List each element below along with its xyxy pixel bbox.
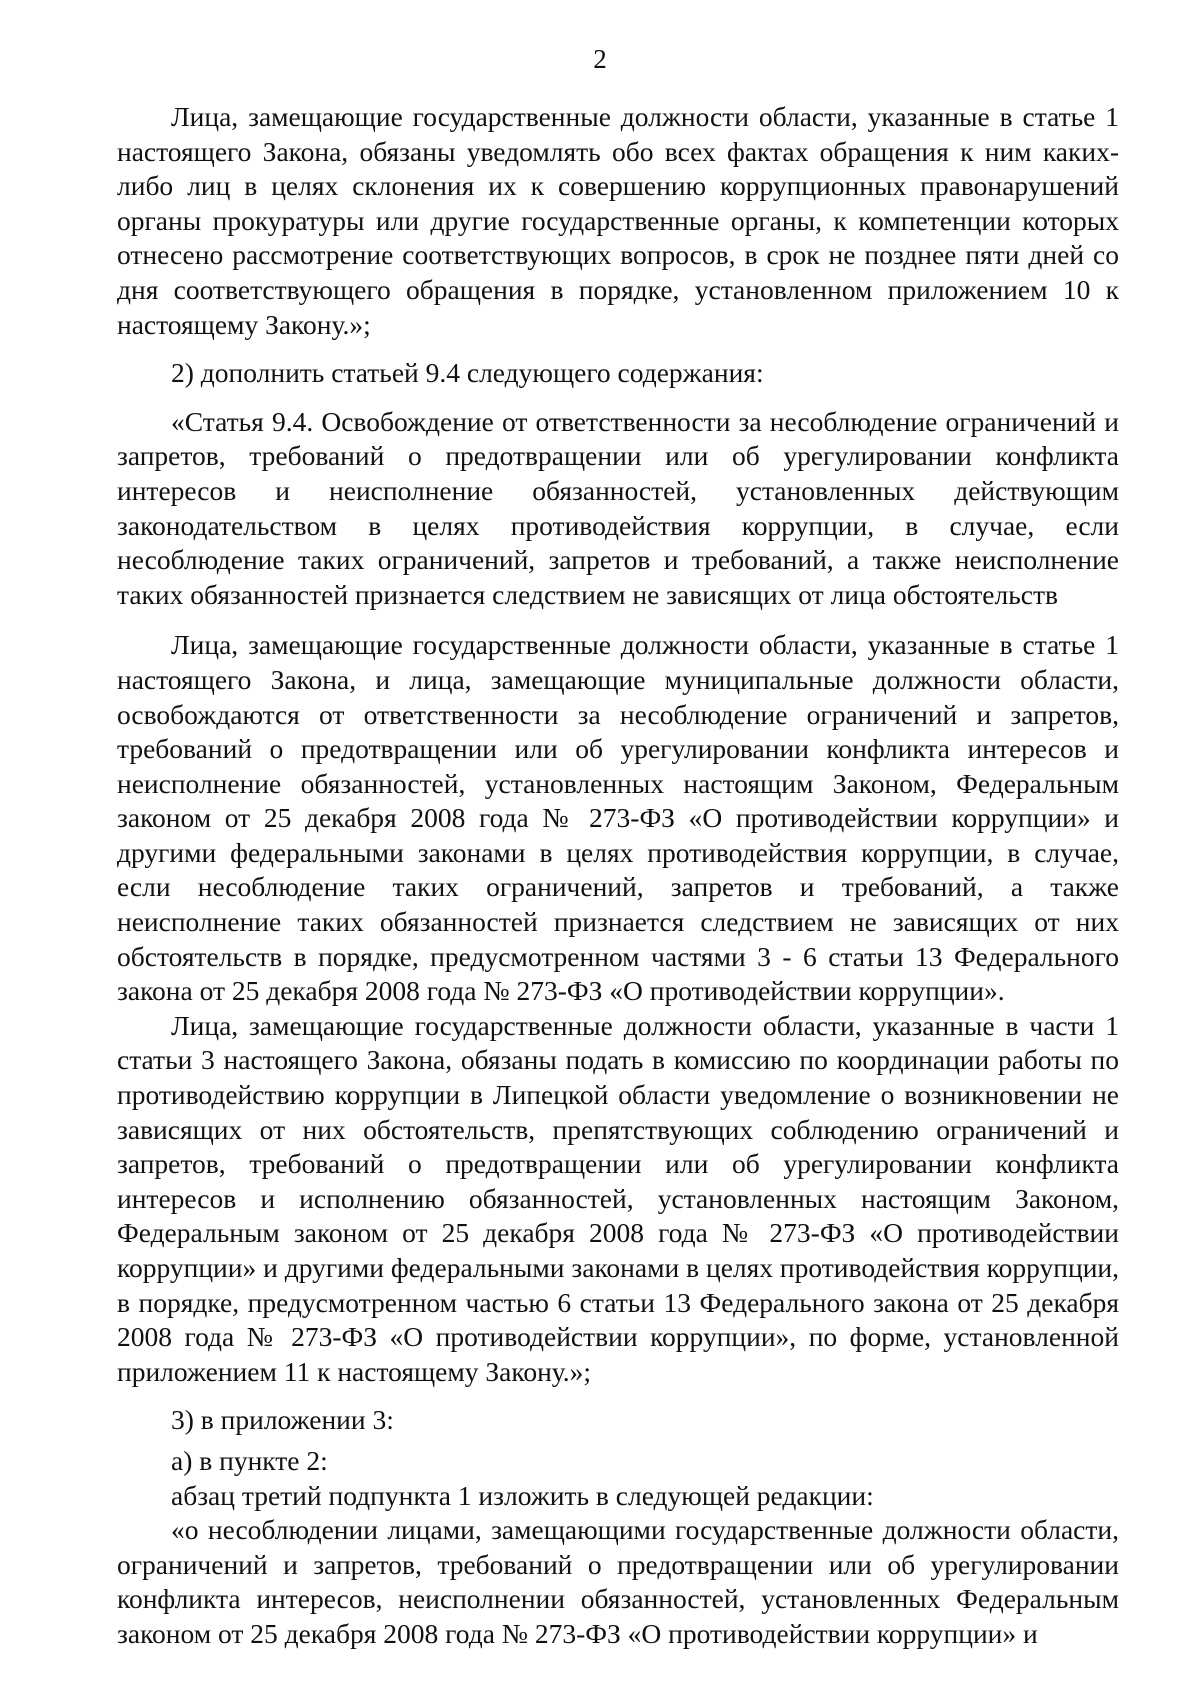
document-body [117, 100, 1119, 1652]
paragraph-notification-commission: Лица, замещающие государственные должности области, указанные в части 1 статьи 3 настоящего Закона, обязаны подать в комиссию по координации работы по противодействию коррупции в Липецкой области уведомление о возникновении не зависящих от них обстоятельств, препятствующих соблюдению ограничений и запретов, требований о предотвращении или об урегулировании конфликта интересов и исполнению обязанностей, установленных настоящим Законом, Федеральным законом от 25 декабря 2008 года № 273-ФЗ «О противодействии коррупции» и другими федеральными законами в целях противодействия коррупции, в порядке, предусмотренном частью 6 статьи 13 Федерального закона от 25 декабря 2008 года № 273-ФЗ «О противодействии коррупции», по форме, установленной приложением 11 к настоящему Закону.»; [117, 1009, 1119, 1387]
paragraph-notification-duty: Лица, замещающие государственные должности области, указанные в статье 1 настоящего Закона, обязаны уведомлять обо всех фактах обращения к ним каких-либо лиц в целях склонения их к совершению коррупционных правонарушений органы прокуратуры или другие государственные органы, к компетенции которых отнесено рассмотрение соответствующих вопросов, в срок не позднее пяти дней со дня соответствующего обращения в порядке, установленном приложением 10 к настоящему Закону.»; [117, 101, 1119, 340]
paragraph-amendment-instruction: абзац третий подпункта 1 изложить в следующей редакции: [171, 1479, 874, 1511]
paragraph-exemption: Лица, замещающие государственные должности области, указанные в статье 1 настоящего Закона, и лица, замещающие муниципальные должности области, освобождаются от ответственности за несоблюдение ограничений и запретов, требований о предотвращении или об урегулировании конфликта интересов и неисполнение обязанностей, установленных настоящим Законом, Федеральным законом от 25 декабря 2008 года № 273-ФЗ «О противодействии коррупции» и другими федеральными законами в целях противодействия коррупции, в случае, если несоблюдение таких ограничений, запретов и требований, а также неисполнение таких обязанностей признается следствием не зависящих от них обстоятельств в порядке, предусмотренном частями 3 - 6 статьи 13 Федерального закона от 25 декабря 2008 года № 273-ФЗ «О противодействии коррупции». [117, 629, 1119, 1007]
paragraph-subitem-a: а) в пункте 2: [171, 1444, 328, 1476]
paragraph-item-3: 3) в приложении 3: [171, 1404, 394, 1436]
page-number: 2 [593, 44, 607, 74]
paragraph-article-heading: «Статья 9.4. Освобождение от ответственности за несоблюдение ограничений и запретов, требований о предотвращении или об урегулировании конфликта интересов и неисполнение обязанностей, установленных действующим законодательством в целях противодействия коррупции, в случае, если несоблюдение таких ограничений, запретов и требований, а также неисполнение таких обязанностей признается следствием не зависящих от лица обстоятельств [117, 405, 1119, 610]
paragraph-amendment-text: «о несоблюдении лицами, замещающими государственные должности области, ограничений и запретов, требований о предотвращении или об урегулировании конфликта интересов, неисполнении обязанностей, установленных Федеральным законом от 25 декабря 2008 года № 273-ФЗ «О противодействии коррупции» и [117, 1514, 1119, 1649]
paragraph-item-2: 2) дополнить статьей 9.4 следующего содержания: [171, 357, 764, 389]
